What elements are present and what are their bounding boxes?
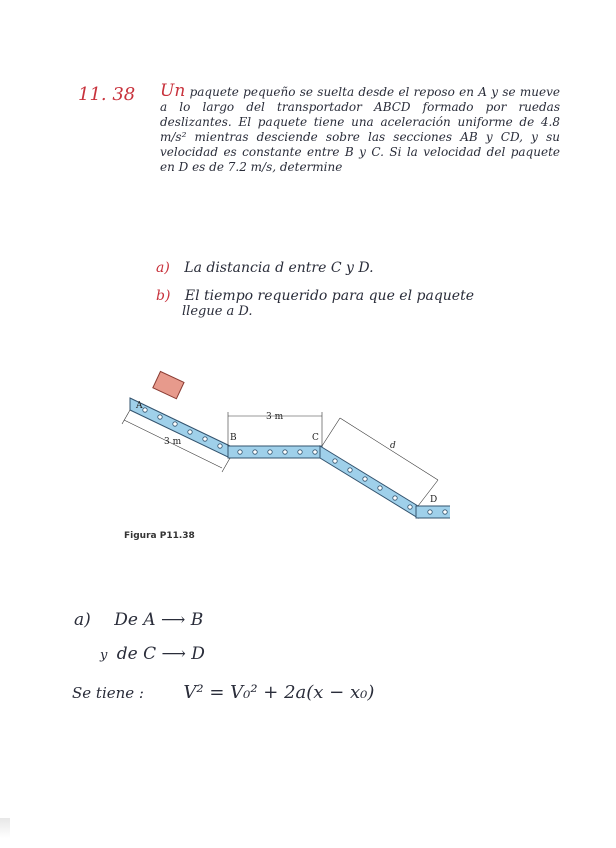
conveyor-section-cd xyxy=(320,446,418,518)
roller xyxy=(393,496,397,500)
question-a-letter: a) xyxy=(156,260,170,276)
work-se-tiene: Se tiene : xyxy=(72,684,144,702)
label-bc-length: 3 m xyxy=(266,412,284,422)
roller xyxy=(408,505,412,509)
roller xyxy=(203,437,207,441)
conveyor-section-ab xyxy=(130,398,230,458)
roller xyxy=(348,468,352,472)
roller xyxy=(158,415,162,419)
problem-number: 11. 38 xyxy=(78,84,136,105)
roller xyxy=(188,430,192,434)
label-d-point: D xyxy=(430,495,438,505)
dim-ab-ext-a xyxy=(122,410,130,424)
question-b xyxy=(156,288,474,319)
roller xyxy=(173,422,177,426)
problem-statement xyxy=(160,81,560,175)
roller xyxy=(218,444,222,448)
roller xyxy=(428,510,432,514)
roller xyxy=(268,450,272,454)
roller xyxy=(363,477,367,481)
dim-cd-ext-c xyxy=(322,418,340,446)
roller xyxy=(378,486,382,490)
question-b-continuation: llegue a D. xyxy=(182,304,253,319)
roller xyxy=(333,459,337,463)
work-line-1 xyxy=(74,610,203,630)
question-b-letter: b) xyxy=(156,288,171,304)
work-a-to-b: De A ⟶ B xyxy=(114,610,204,630)
label-a: A xyxy=(136,401,143,411)
label-ab-length: 3 m xyxy=(164,437,182,447)
roller xyxy=(298,450,302,454)
problem-body: paquete pequeño se suelta desde el reposo en A y se mueve a lo largo del transportador ABCD formado por ruedas deslizantes. El paquete tiene una aceleración uniforme de 4.8 m/s² mientras desciende sobre las secciones AB y CD, y su velocidad es constante entre B y C. Si la velocidad del paquete en D es de 7.2 m/s, determine xyxy=(160,85,560,174)
roller xyxy=(253,450,257,454)
work-line-2 xyxy=(100,644,205,664)
question-a xyxy=(156,260,374,276)
work-label-a: a) xyxy=(74,610,91,630)
label-b: B xyxy=(230,433,237,443)
roller xyxy=(313,450,317,454)
question-b-text: El tiempo requerido para que el paquete xyxy=(184,288,475,304)
work-line-3 xyxy=(72,682,374,703)
roller xyxy=(283,450,287,454)
work-y: y xyxy=(100,648,108,663)
conveyor-figure xyxy=(100,358,450,548)
problem-first-word: Un xyxy=(160,81,186,101)
roller xyxy=(238,450,242,454)
kinematic-equation: V² = V₀² + 2a(x − x₀) xyxy=(183,682,375,703)
dim-ab-ext-b xyxy=(222,458,230,472)
label-d-distance: d xyxy=(390,441,396,451)
work-c-to-d: de C ⟶ D xyxy=(116,644,205,664)
figure-caption: Figura P11.38 xyxy=(124,531,195,541)
question-a-text: La distancia d entre C y D. xyxy=(184,260,374,276)
roller xyxy=(443,510,447,514)
package xyxy=(153,371,184,398)
label-c: C xyxy=(312,433,319,443)
scan-artifact xyxy=(0,818,10,838)
roller xyxy=(143,408,147,412)
